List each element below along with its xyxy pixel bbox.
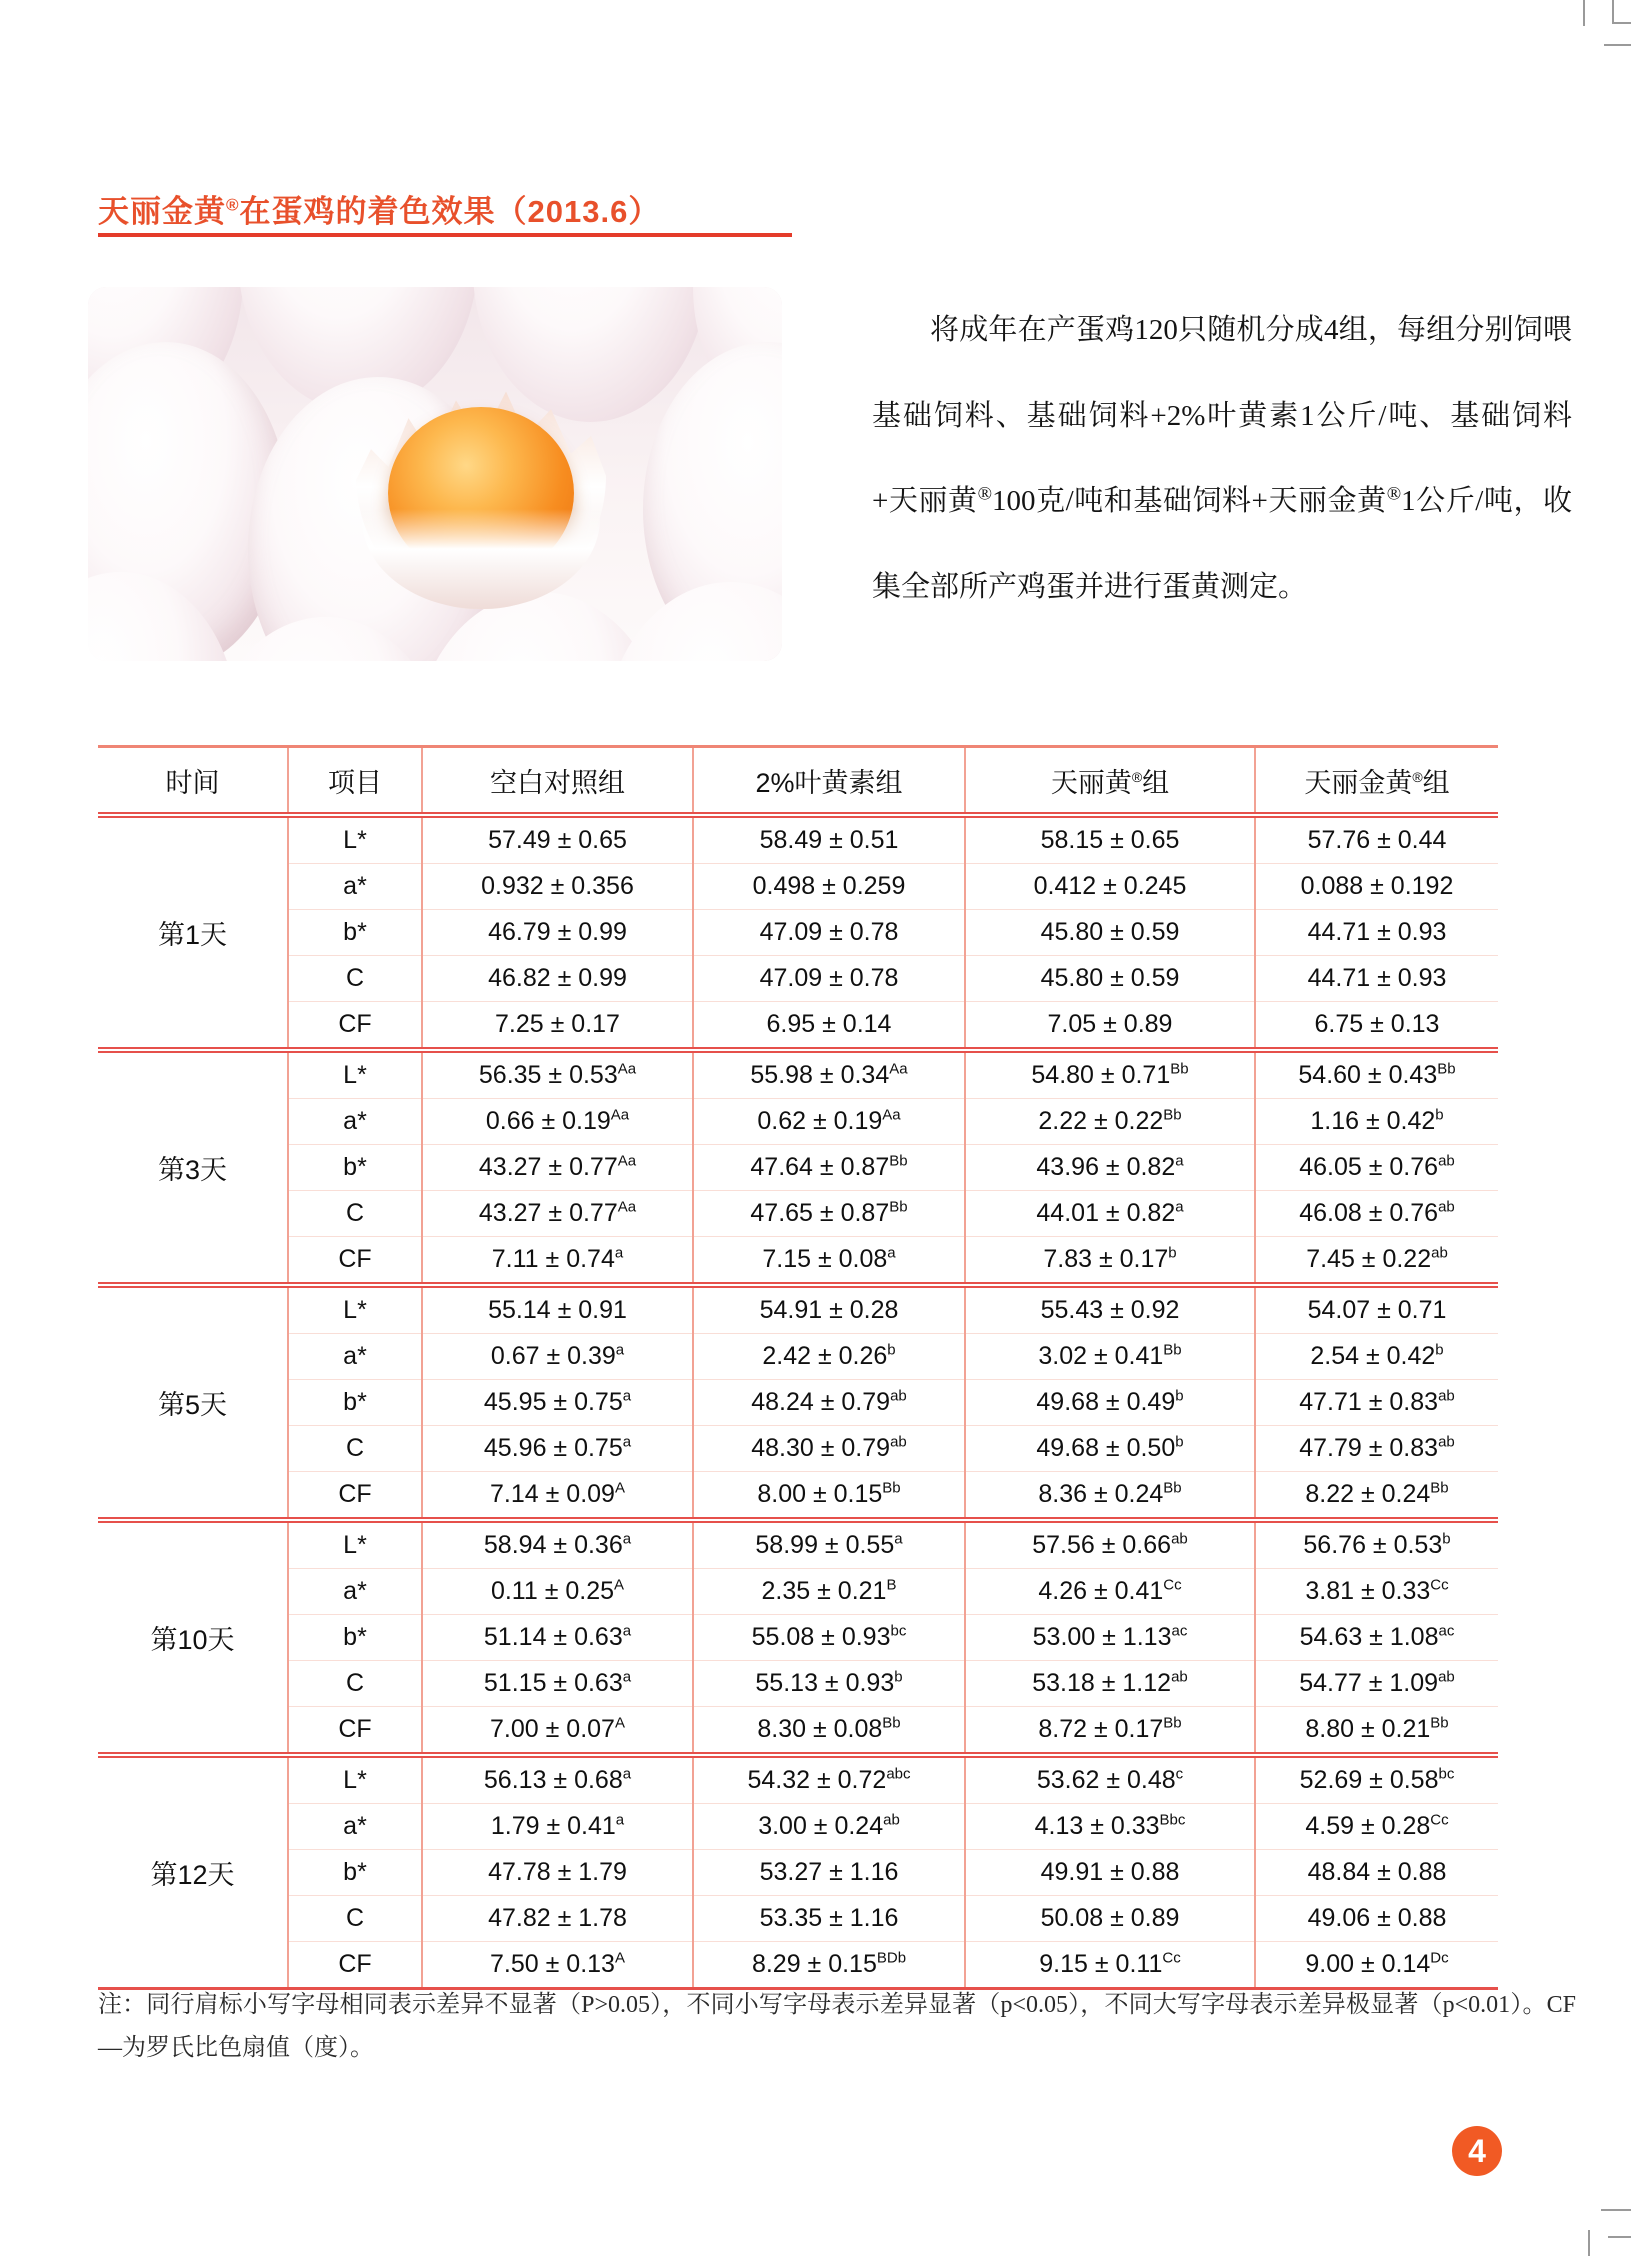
value-cell: $8.00 \pm 0.15^{Bb}$ bbox=[693, 1472, 965, 1521]
value-cell: 47.09 ± 0.78 bbox=[693, 956, 965, 1002]
value-cell: 48.84 ± 0.88 bbox=[1255, 1850, 1498, 1896]
significance-superscript: Cc bbox=[1430, 1576, 1449, 1594]
significance-superscript: Bb bbox=[1163, 1479, 1182, 1497]
value-cell: 47.82 ± 1.78 bbox=[422, 1896, 693, 1942]
significance-superscript: bc bbox=[1438, 1765, 1455, 1783]
value-cell: 45.80 ± 0.59 bbox=[965, 956, 1255, 1002]
value-cell: 49.68 ± 0.49$^b$ bbox=[965, 1380, 1255, 1426]
day-label: 第5天 bbox=[98, 1285, 288, 1520]
column-header: 2%叶黄素组 bbox=[693, 747, 965, 816]
significance-superscript: A bbox=[614, 1479, 625, 1497]
significance-superscript: ab bbox=[1438, 1152, 1455, 1170]
value-cell: 48.24 ± 0.79$^{ab}$ bbox=[693, 1380, 965, 1426]
table-body bbox=[98, 815, 1498, 1989]
table-row bbox=[98, 1145, 1498, 1191]
value-cell: 1.16 ± 0.42$^b$ bbox=[1255, 1099, 1498, 1145]
table-row bbox=[98, 1099, 1498, 1145]
value-cell: 0.412 ± 0.245 bbox=[965, 864, 1255, 910]
item-label: L* bbox=[288, 1520, 422, 1569]
registered-mark-icon: ® bbox=[226, 195, 240, 215]
value-cell: 3.00 ± 0.24$^{ab}$ bbox=[693, 1804, 965, 1850]
value-cell: 56.76 ± 0.53$^b$ bbox=[1255, 1520, 1498, 1569]
significance-superscript: Dc bbox=[1430, 1949, 1449, 1967]
value-cell: 57.56 ± 0.66$^{ab}$ bbox=[965, 1520, 1255, 1569]
item-label: C bbox=[288, 1191, 422, 1237]
crop-mark bbox=[1588, 2230, 1590, 2256]
column-header: 天丽金黄®组 bbox=[1255, 747, 1498, 816]
significance-superscript: a bbox=[1175, 1152, 1184, 1170]
table-row bbox=[98, 815, 1498, 864]
crop-mark bbox=[1612, 22, 1631, 24]
table-row bbox=[98, 1569, 1498, 1615]
item-label: C bbox=[288, 956, 422, 1002]
significance-superscript: b bbox=[1435, 1106, 1444, 1124]
value-cell: $8.22 \pm 0.24^{Bb}$ bbox=[1255, 1472, 1498, 1521]
significance-superscript: b bbox=[894, 1668, 903, 1686]
item-label: CF bbox=[288, 1237, 422, 1286]
value-cell: 55.43 ± 0.92 bbox=[965, 1285, 1255, 1334]
significance-superscript: A bbox=[614, 1949, 625, 1967]
day-label: 第12天 bbox=[98, 1755, 288, 1989]
crop-mark bbox=[1601, 2209, 1631, 2211]
value-cell: 0.088 ± 0.192 bbox=[1255, 864, 1498, 910]
value-cell: 58.99 ± 0.55$^a$ bbox=[693, 1520, 965, 1569]
value-cell: 1.79 ± 0.41$^a$ bbox=[422, 1804, 693, 1850]
significance-superscript: Aa bbox=[882, 1106, 901, 1124]
value-cell: $56.35 \pm 0.53^{Aa}$ bbox=[422, 1050, 693, 1099]
column-header: 时间 bbox=[98, 747, 288, 816]
header-row bbox=[98, 747, 1498, 816]
day-label: 第10天 bbox=[98, 1520, 288, 1755]
egg-shape bbox=[603, 582, 782, 661]
item-label: a* bbox=[288, 864, 422, 910]
table-row bbox=[98, 1285, 1498, 1334]
title-underline bbox=[98, 233, 792, 237]
table-row bbox=[98, 1426, 1498, 1472]
value-cell: 54.07 ± 0.71 bbox=[1255, 1285, 1498, 1334]
value-cell: 2.42 ± 0.26$^b$ bbox=[693, 1334, 965, 1380]
item-label: b* bbox=[288, 1850, 422, 1896]
value-cell: 58.49 ± 0.51 bbox=[693, 815, 965, 864]
value-cell: $47.65 \pm 0.87^{Bb}$ bbox=[693, 1191, 965, 1237]
item-label: a* bbox=[288, 1569, 422, 1615]
value-cell: 46.79 ± 0.99 bbox=[422, 910, 693, 956]
significance-superscript: Bb bbox=[1430, 1714, 1449, 1732]
value-cell: 55.14 ± 0.91 bbox=[422, 1285, 693, 1334]
significance-superscript: Bb bbox=[889, 1152, 908, 1170]
significance-superscript: a bbox=[622, 1387, 632, 1405]
item-label: CF bbox=[288, 1002, 422, 1051]
column-header: 项目 bbox=[288, 747, 422, 816]
item-label: L* bbox=[288, 1285, 422, 1334]
value-cell: $7.00 \pm 0.07^A$ bbox=[422, 1707, 693, 1756]
significance-superscript: b bbox=[1175, 1387, 1184, 1405]
value-cell: 47.71 ± 0.83$^{ab}$ bbox=[1255, 1380, 1498, 1426]
significance-superscript: Bb bbox=[1163, 1341, 1182, 1359]
table-header bbox=[98, 747, 1498, 816]
table-row bbox=[98, 1472, 1498, 1521]
item-label: b* bbox=[288, 1380, 422, 1426]
value-cell: 7.45 ± 0.22$^{ab}$ bbox=[1255, 1237, 1498, 1286]
value-cell: 45.80 ± 0.59 bbox=[965, 910, 1255, 956]
day-label: 第3天 bbox=[98, 1050, 288, 1285]
value-cell: $0.62 \pm 0.19^{Aa}$ bbox=[693, 1099, 965, 1145]
value-cell: $2.22 \pm 0.22^{Bb}$ bbox=[965, 1099, 1255, 1145]
table-row bbox=[98, 1380, 1498, 1426]
value-cell: 52.69 ± 0.58$^{bc}$ bbox=[1255, 1755, 1498, 1804]
table-row bbox=[98, 956, 1498, 1002]
significance-superscript: ab bbox=[1171, 1530, 1188, 1548]
significance-superscript: ac bbox=[1438, 1622, 1455, 1640]
significance-superscript: ab bbox=[1431, 1244, 1448, 1262]
value-cell: $8.29 \pm 0.15^{BDb}$ bbox=[693, 1942, 965, 1989]
item-label: a* bbox=[288, 1334, 422, 1380]
egg-photo bbox=[88, 287, 782, 661]
registered-mark-icon: ® bbox=[1412, 768, 1423, 785]
item-label: L* bbox=[288, 1050, 422, 1099]
crop-mark bbox=[1612, 0, 1614, 24]
significance-superscript: Bb bbox=[889, 1198, 908, 1216]
value-cell: 56.13 ± 0.68$^a$ bbox=[422, 1755, 693, 1804]
significance-superscript: Aa bbox=[889, 1060, 908, 1078]
crop-mark bbox=[1583, 0, 1585, 26]
item-label: CF bbox=[288, 1472, 422, 1521]
table-row bbox=[98, 1804, 1498, 1850]
significance-superscript: Bb bbox=[882, 1479, 901, 1497]
significance-superscript: Cc bbox=[1162, 1949, 1181, 1967]
value-cell: 7.15 ± 0.08$^a$ bbox=[693, 1237, 965, 1286]
value-cell: $9.00 \pm 0.14^{Dc}$ bbox=[1255, 1942, 1498, 1989]
significance-superscript: b bbox=[1168, 1244, 1177, 1262]
value-cell: 57.76 ± 0.44 bbox=[1255, 815, 1498, 864]
significance-superscript: a bbox=[622, 1765, 632, 1783]
value-cell: 45.96 ± 0.75$^a$ bbox=[422, 1426, 693, 1472]
significance-superscript: bc bbox=[890, 1622, 907, 1640]
value-cell: $8.36 \pm 0.24^{Bb}$ bbox=[965, 1472, 1255, 1521]
value-cell: $54.60 \pm 0.43^{Bb}$ bbox=[1255, 1050, 1498, 1099]
significance-superscript: ab bbox=[1438, 1387, 1455, 1405]
value-cell: 49.06 ± 0.88 bbox=[1255, 1896, 1498, 1942]
significance-superscript: ab bbox=[1438, 1668, 1455, 1686]
value-cell: $8.72 \pm 0.17^{Bb}$ bbox=[965, 1707, 1255, 1756]
table-row bbox=[98, 1237, 1498, 1286]
value-cell: 49.91 ± 0.88 bbox=[965, 1850, 1255, 1896]
crop-mark bbox=[1608, 2236, 1631, 2238]
page-number-badge: 4 bbox=[1452, 2126, 1502, 2176]
value-cell: 46.08 ± 0.76$^{ab}$ bbox=[1255, 1191, 1498, 1237]
value-cell: 7.05 ± 0.89 bbox=[965, 1002, 1255, 1051]
item-label: b* bbox=[288, 910, 422, 956]
value-cell: 0.67 ± 0.39$^a$ bbox=[422, 1334, 693, 1380]
table-row bbox=[98, 1050, 1498, 1099]
value-cell: $0.66 \pm 0.19^{Aa}$ bbox=[422, 1099, 693, 1145]
significance-superscript: a bbox=[622, 1433, 632, 1451]
significance-superscript: Aa bbox=[617, 1152, 637, 1170]
value-cell: $4.59 \pm 0.28^{Cc}$ bbox=[1255, 1804, 1498, 1850]
value-cell: 47.79 ± 0.83$^{ab}$ bbox=[1255, 1426, 1498, 1472]
table-footnote: 注：同行肩标小写字母相同表示差异不显著（P>0.05），不同小写字母表示差异显著（p<0.05），不同大写字母表示差异极显著（p<0.01）。CF—为罗氏比色扇值（度）。 bbox=[98, 1992, 1576, 2062]
title-rest: 在蛋鸡的着色效果（2013.6） bbox=[239, 194, 661, 229]
egg-shell-rim bbox=[362, 509, 600, 609]
value-cell: 44.01 ± 0.82$^a$ bbox=[965, 1191, 1255, 1237]
significance-superscript: BDb bbox=[876, 1949, 907, 1967]
significance-superscript: Aa bbox=[610, 1106, 630, 1124]
item-label: a* bbox=[288, 1099, 422, 1145]
table-row bbox=[98, 1755, 1498, 1804]
broken-egg bbox=[356, 359, 606, 609]
value-cell: $55.98 \pm 0.34^{Aa}$ bbox=[693, 1050, 965, 1099]
value-cell: 7.83 ± 0.17$^b$ bbox=[965, 1237, 1255, 1286]
value-cell: $9.15 \pm 0.11^{Cc}$ bbox=[965, 1942, 1255, 1989]
value-cell: 53.18 ± 1.12$^{ab}$ bbox=[965, 1661, 1255, 1707]
significance-superscript: c bbox=[1175, 1765, 1184, 1783]
registered-mark-icon: ® bbox=[977, 483, 993, 505]
table-row bbox=[98, 1334, 1498, 1380]
table-row bbox=[98, 1707, 1498, 1756]
value-cell: 6.75 ± 0.13 bbox=[1255, 1002, 1498, 1051]
value-cell: 53.62 ± 0.48$^c$ bbox=[965, 1755, 1255, 1804]
value-cell: 53.35 ± 1.16 bbox=[693, 1896, 965, 1942]
significance-superscript: a bbox=[622, 1530, 632, 1548]
value-cell: 47.78 ± 1.79 bbox=[422, 1850, 693, 1896]
significance-superscript: a bbox=[622, 1668, 632, 1686]
value-cell: 51.15 ± 0.63$^a$ bbox=[422, 1661, 693, 1707]
value-cell: $43.27 \pm 0.77^{Aa}$ bbox=[422, 1191, 693, 1237]
table-row bbox=[98, 1661, 1498, 1707]
value-cell: 2.54 ± 0.42$^b$ bbox=[1255, 1334, 1498, 1380]
value-cell: 54.77 ± 1.09$^{ab}$ bbox=[1255, 1661, 1498, 1707]
value-cell: 44.71 ± 0.93 bbox=[1255, 910, 1498, 956]
significance-superscript: Bb bbox=[882, 1714, 901, 1732]
value-cell: 44.71 ± 0.93 bbox=[1255, 956, 1498, 1002]
value-cell: 7.25 ± 0.17 bbox=[422, 1002, 693, 1051]
value-cell: 55.08 ± 0.93$^{bc}$ bbox=[693, 1615, 965, 1661]
table-row bbox=[98, 1520, 1498, 1569]
significance-superscript: Aa bbox=[617, 1060, 637, 1078]
table-row bbox=[98, 1615, 1498, 1661]
significance-superscript: ab bbox=[1438, 1198, 1455, 1216]
value-cell: 54.91 ± 0.28 bbox=[693, 1285, 965, 1334]
item-label: L* bbox=[288, 815, 422, 864]
significance-superscript: ab bbox=[1171, 1668, 1188, 1686]
value-cell: $8.30 \pm 0.08^{Bb}$ bbox=[693, 1707, 965, 1756]
significance-superscript: ac bbox=[1171, 1622, 1188, 1640]
significance-superscript: a bbox=[615, 1341, 625, 1359]
item-label: b* bbox=[288, 1615, 422, 1661]
table-row bbox=[98, 1942, 1498, 1989]
value-cell: 0.498 ± 0.259 bbox=[693, 864, 965, 910]
value-cell: 54.32 ± 0.72$^{abc}$ bbox=[693, 1755, 965, 1804]
item-label: CF bbox=[288, 1942, 422, 1989]
table-row bbox=[98, 1002, 1498, 1051]
item-label: C bbox=[288, 1661, 422, 1707]
significance-superscript: b bbox=[887, 1341, 896, 1359]
significance-superscript: a bbox=[615, 1811, 625, 1829]
significance-superscript: a bbox=[622, 1622, 632, 1640]
significance-superscript: A bbox=[614, 1714, 625, 1732]
item-label: C bbox=[288, 1426, 422, 1472]
significance-superscript: Cc bbox=[1163, 1576, 1182, 1594]
value-cell: 47.09 ± 0.78 bbox=[693, 910, 965, 956]
value-cell: $3.02 \pm 0.41^{Bb}$ bbox=[965, 1334, 1255, 1380]
significance-superscript: a bbox=[887, 1244, 896, 1262]
item-label: CF bbox=[288, 1707, 422, 1756]
value-cell: 55.13 ± 0.93$^b$ bbox=[693, 1661, 965, 1707]
table-row bbox=[98, 864, 1498, 910]
item-label: a* bbox=[288, 1804, 422, 1850]
table-row bbox=[98, 1191, 1498, 1237]
significance-superscript: Bb bbox=[1163, 1106, 1182, 1124]
value-cell: 50.08 ± 0.89 bbox=[965, 1896, 1255, 1942]
day-label: 第1天 bbox=[98, 815, 288, 1050]
value-cell: $43.27 \pm 0.77^{Aa}$ bbox=[422, 1145, 693, 1191]
value-cell: $4.26 \pm 0.41^{Cc}$ bbox=[965, 1569, 1255, 1615]
value-cell: 51.14 ± 0.63$^a$ bbox=[422, 1615, 693, 1661]
value-cell: 0.932 ± 0.356 bbox=[422, 864, 693, 910]
significance-superscript: ab bbox=[883, 1811, 900, 1829]
value-cell: 45.95 ± 0.75$^a$ bbox=[422, 1380, 693, 1426]
value-cell: 54.63 ± 1.08$^{ac}$ bbox=[1255, 1615, 1498, 1661]
significance-superscript: Cc bbox=[1430, 1811, 1449, 1829]
value-cell: 46.05 ± 0.76$^{ab}$ bbox=[1255, 1145, 1498, 1191]
value-cell: 7.11 ± 0.74$^a$ bbox=[422, 1237, 693, 1286]
intro-paragraph: 将成年在产蛋鸡120只随机分成4组，每组分别饲喂基础饲料、基础饲料+2%叶黄素1公斤/吨、基础饲料+天丽黄®100克/吨和基础饲料+天丽金黄®1公斤/吨，收集全部所产鸡蛋并进行蛋黄测定。 bbox=[872, 314, 1573, 603]
significance-superscript: A bbox=[614, 1576, 625, 1594]
table-row bbox=[98, 910, 1498, 956]
value-cell: $54.80 \pm 0.71^{Bb}$ bbox=[965, 1050, 1255, 1099]
value-cell: $0.11 \pm 0.25^A$ bbox=[422, 1569, 693, 1615]
registered-mark-icon: ® bbox=[1386, 483, 1402, 505]
item-label: L* bbox=[288, 1755, 422, 1804]
page-title bbox=[98, 186, 660, 231]
item-label: C bbox=[288, 1896, 422, 1942]
results-table bbox=[98, 745, 1498, 1990]
column-header: 空白对照组 bbox=[422, 747, 693, 816]
value-cell: $2.35 \pm 0.21^B$ bbox=[693, 1569, 965, 1615]
column-header: 天丽黄®组 bbox=[965, 747, 1255, 816]
significance-superscript: Bb bbox=[1170, 1060, 1189, 1078]
table-row bbox=[98, 1850, 1498, 1896]
item-label: b* bbox=[288, 1145, 422, 1191]
crop-mark bbox=[1604, 44, 1631, 46]
significance-superscript: b bbox=[1442, 1530, 1451, 1548]
significance-superscript: ab bbox=[890, 1433, 907, 1451]
significance-superscript: abc bbox=[886, 1765, 911, 1783]
significance-superscript: b bbox=[1435, 1341, 1444, 1359]
table-row bbox=[98, 1896, 1498, 1942]
significance-superscript: a bbox=[894, 1530, 903, 1548]
significance-superscript: Bb bbox=[1437, 1060, 1456, 1078]
value-cell: $7.14 \pm 0.09^A$ bbox=[422, 1472, 693, 1521]
value-cell: 48.30 ± 0.79$^{ab}$ bbox=[693, 1426, 965, 1472]
value-cell: 6.95 ± 0.14 bbox=[693, 1002, 965, 1051]
significance-superscript: b bbox=[1175, 1433, 1184, 1451]
significance-superscript: ab bbox=[890, 1387, 907, 1405]
value-cell: 53.00 ± 1.13$^{ac}$ bbox=[965, 1615, 1255, 1661]
value-cell: 49.68 ± 0.50$^b$ bbox=[965, 1426, 1255, 1472]
significance-superscript: Bb bbox=[1430, 1479, 1449, 1497]
value-cell: 53.27 ± 1.16 bbox=[693, 1850, 965, 1896]
value-cell: $4.13 \pm 0.33^{Bbc}$ bbox=[965, 1804, 1255, 1850]
value-cell: $3.81 \pm 0.33^{Cc}$ bbox=[1255, 1569, 1498, 1615]
significance-superscript: Bbc bbox=[1159, 1811, 1186, 1829]
title-brand: 天丽金黄 bbox=[98, 194, 226, 229]
significance-superscript: a bbox=[1175, 1198, 1184, 1216]
value-cell: 58.94 ± 0.36$^a$ bbox=[422, 1520, 693, 1569]
value-cell: 57.49 ± 0.65 bbox=[422, 815, 693, 864]
value-cell: 43.96 ± 0.82$^a$ bbox=[965, 1145, 1255, 1191]
significance-superscript: ab bbox=[1438, 1433, 1455, 1451]
value-cell: $8.80 \pm 0.21^{Bb}$ bbox=[1255, 1707, 1498, 1756]
registered-mark-icon: ® bbox=[1131, 768, 1143, 785]
significance-superscript: B bbox=[886, 1576, 897, 1594]
value-cell: $47.64 \pm 0.87^{Bb}$ bbox=[693, 1145, 965, 1191]
significance-superscript: Aa bbox=[617, 1198, 637, 1216]
significance-superscript: a bbox=[614, 1244, 624, 1262]
value-cell: 46.82 ± 0.99 bbox=[422, 956, 693, 1002]
significance-superscript: Bb bbox=[1163, 1714, 1182, 1732]
value-cell: 58.15 ± 0.65 bbox=[965, 815, 1255, 864]
value-cell: $7.50 \pm 0.13^A$ bbox=[422, 1942, 693, 1989]
